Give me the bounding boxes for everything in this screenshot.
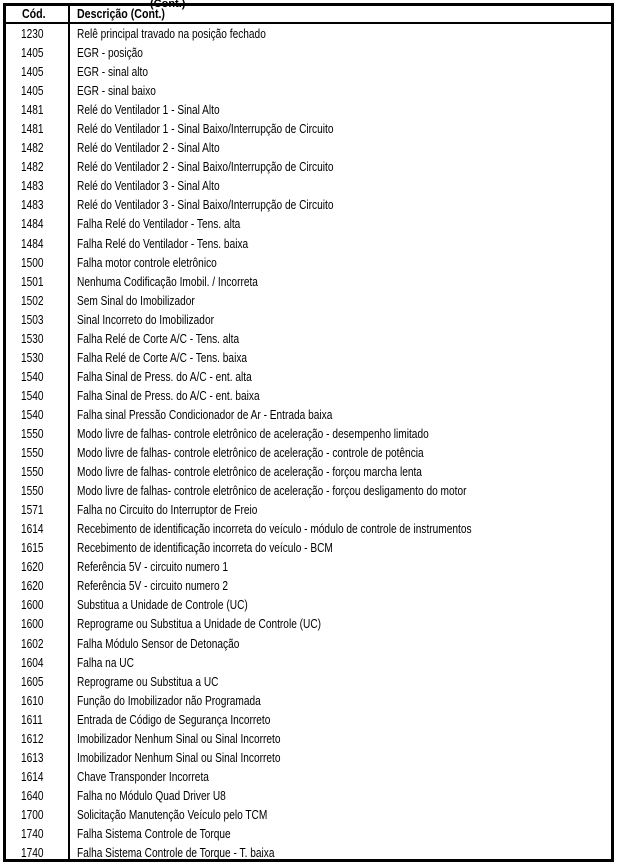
row-description: Falha Relé do Ventilador - Tens. baixa [77,235,249,251]
table-row [6,119,611,138]
row-description: Referência 5V - circuito numero 1 [77,559,229,575]
table-row [6,519,611,538]
table-row [6,557,611,576]
row-code: 1500 [21,254,44,270]
row-description: Entrada de Código de Segurança Incorreto [77,711,271,727]
table-row [6,843,611,862]
header-code: Cód. [22,7,46,21]
row-description: Reprograme ou Substitua a UC [77,673,219,689]
row-description: Falha Módulo Sensor de Detonação [77,635,240,651]
row-code: 1540 [21,368,44,384]
table-row [6,138,611,157]
header-description: Descrição (Cont.) [77,7,165,21]
row-description: Chave Transponder Incorreta [77,768,209,784]
row-description: Recebimento de identificação incorreta do veículo - módulo de controle de instrumentos [77,521,472,537]
table-row [6,81,611,100]
row-description: Falha na UC [77,654,134,670]
row-description: Sinal Incorreto do Imobilizador [77,311,214,327]
row-description: Falha Sinal de Press. do A/C - ent. baixa [77,387,260,403]
table-row [6,462,611,481]
row-code: 1700 [21,806,44,822]
row-code: 1405 [21,45,44,61]
table-row [6,805,611,824]
row-code: 1405 [21,83,44,99]
table-row [6,595,611,614]
row-code: 1482 [21,140,44,156]
table-row [6,386,611,405]
row-code: 1612 [21,730,44,746]
table-row [6,748,611,767]
row-description: Modo livre de falhas- controle eletrônico de aceleração - desempenho limitado [77,425,429,441]
row-description: Falha no Circuito do Interruptor de Freio [77,502,258,518]
table-row [6,576,611,595]
table-row [6,634,611,653]
row-code: 1600 [21,597,44,613]
row-description: Falha sinal Pressão Condicionador de Ar - Entrada baixa [77,406,333,422]
table-row [6,672,611,691]
row-code: 1605 [21,673,44,689]
table-row [6,824,611,843]
row-code: 1481 [21,102,44,118]
row-description: Função do Imobilizador não Programada [77,692,261,708]
row-code: 1614 [21,521,44,537]
row-code: 1483 [21,197,44,213]
row-description: Imobilizador Nenhum Sinal ou Sinal Incorreto [77,749,281,765]
row-description: Modo livre de falhas- controle eletrônico de aceleração - controle de potência [77,445,424,461]
table-row [6,157,611,176]
row-code: 1405 [21,64,44,80]
row-code: 1503 [21,311,44,327]
table-row [6,100,611,119]
row-description: Relé do Ventilador 1 - Sinal Baixo/Interrupção de Circuito [77,121,334,137]
table-row [6,62,611,81]
row-code: 1230 [21,26,44,41]
row-code: 1640 [21,787,44,803]
row-code: 1530 [21,349,44,365]
table-row [6,43,611,62]
row-code: 1484 [21,216,44,232]
row-description: Falha Relé do Ventilador - Tens. alta [77,216,241,232]
row-code: 1550 [21,483,44,499]
table-row [6,710,611,729]
table-row [6,405,611,424]
table-row [6,614,611,633]
row-code: 1614 [21,768,44,784]
row-description: EGR - posição [77,45,143,61]
table-row [6,310,611,329]
row-code: 1613 [21,749,44,765]
row-code: 1482 [21,159,44,175]
table-row [6,767,611,786]
row-description: Falha motor controle eletrônico [77,254,217,270]
row-description: Relê principal travado na posição fechado [77,26,266,41]
row-code: 1620 [21,578,44,594]
table-row [6,691,611,710]
row-description: Falha Sistema Controle de Torque - T. baixa [77,845,275,861]
table-row [6,272,611,291]
row-description: Falha Relé de Corte A/C - Tens. alta [77,330,240,346]
row-description: Relé do Ventilador 2 - Sinal Baixo/Interrupção de Circuito [77,159,334,175]
row-description: Referência 5V - circuito numero 2 [77,578,229,594]
table-row [6,786,611,805]
row-code: 1740 [21,845,44,861]
row-code: 1611 [21,711,43,727]
row-description: Reprograme ou Substitua a Unidade de Controle (UC) [77,616,322,632]
row-description: Imobilizador Nenhum Sinal ou Sinal Incorreto [77,730,281,746]
table-row [6,195,611,214]
row-description: EGR - sinal baixo [77,83,156,99]
table-header [6,6,611,24]
row-code: 1540 [21,406,44,422]
table-row [6,443,611,462]
row-description: Nenhuma Codificação Imobil. / Incorreta [77,273,258,289]
row-description: Modo livre de falhas- controle eletrônico de aceleração - forçou marcha lenta [77,464,422,480]
row-description: Sem Sinal do Imobilizador [77,292,195,308]
table-body [6,24,611,862]
row-description: Relé do Ventilador 2 - Sinal Alto [77,140,220,156]
row-code: 1530 [21,330,44,346]
table-row [6,214,611,233]
row-code: 1481 [21,121,44,137]
table-row [6,24,611,43]
clipped-heading-text: (Cont.) [150,0,186,10]
row-description: Falha Sistema Controle de Torque [77,825,231,841]
table-row [6,500,611,519]
row-code: 1484 [21,235,44,251]
table-row [6,481,611,500]
table-row [6,653,611,672]
row-code: 1550 [21,445,44,461]
row-code: 1602 [21,635,44,651]
row-code: 1502 [21,292,44,308]
row-code: 1550 [21,464,44,480]
table-row [6,367,611,386]
row-code: 1610 [21,692,44,708]
row-code: 1571 [21,502,44,518]
clipped-heading [150,0,270,10]
table-row [6,538,611,557]
row-code: 1615 [21,540,44,556]
row-description: Substitua a Unidade de Controle (UC) [77,597,248,613]
row-code: 1483 [21,178,44,194]
fault-code-table [3,3,614,862]
row-description: Falha no Módulo Quad Driver U8 [77,787,226,803]
row-description: Falha Sinal de Press. do A/C - ent. alta [77,368,252,384]
table-row [6,253,611,272]
row-description: Falha Relé de Corte A/C - Tens. baixa [77,349,248,365]
row-description: Relé do Ventilador 1 - Sinal Alto [77,102,220,118]
table-row [6,176,611,195]
table-row [6,424,611,443]
row-code: 1550 [21,425,44,441]
row-code: 1540 [21,387,44,403]
row-description: Relé do Ventilador 3 - Sinal Alto [77,178,220,194]
row-description: Solicitação Manutenção Veículo pelo TCM [77,806,268,822]
row-code: 1740 [21,825,44,841]
row-code: 1604 [21,654,44,670]
table-row [6,348,611,367]
row-description: EGR - sinal alto [77,64,149,80]
table-row [6,329,611,348]
row-code: 1501 [21,273,44,289]
table-row [6,729,611,748]
row-description: Modo livre de falhas- controle eletrônico de aceleração - forçou desligamento do motor [77,483,467,499]
row-code: 1620 [21,559,44,575]
row-code: 1600 [21,616,44,632]
row-description: Recebimento de identificação incorreta do veículo - BCM [77,540,333,556]
table-row [6,234,611,253]
row-description: Relé do Ventilador 3 - Sinal Baixo/Interrupção de Circuito [77,197,334,213]
table-row [6,291,611,310]
